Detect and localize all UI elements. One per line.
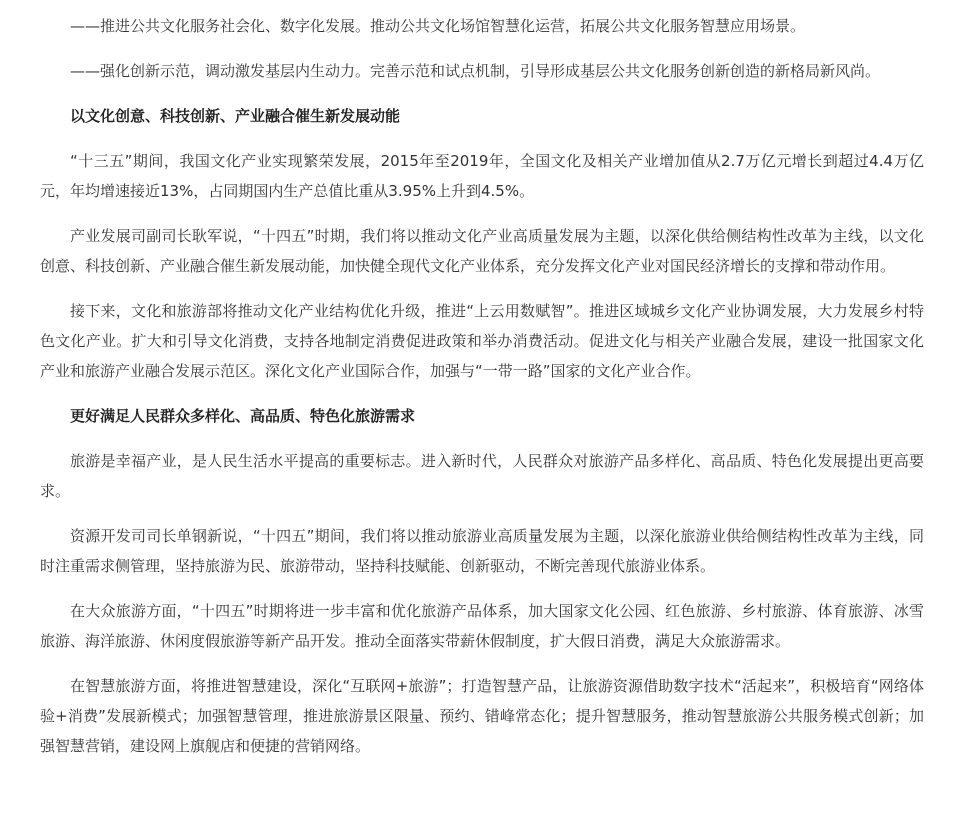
paragraph: “十三五”期间，我国文化产业实现繁荣发展，2015年至2019年，全国文化及相关产业增加值从2.7万亿元增长到超过4.4万亿元，年均增速接近13%，占同期国内生产总值比重从3.95%上升到4.5%。: [40, 152, 924, 200]
section-heading: 以文化创意、科技创新、产业融合催生新发展动能: [70, 107, 401, 125]
section-heading: 更好满足人民群众多样化、高品质、特色化旅游需求: [70, 407, 416, 425]
paragraph: 产业发展司副司长耿军说，“十四五”时期，我们将以推动文化产业高质量发展为主题，以深化供给侧结构性改革为主线，以文化创意、科技创新、产业融合催生新发展动能，加快健全现代文化产业体系，充分发挥文化产业对国民经济增长的支撑和带动作用。: [40, 227, 924, 275]
paragraph: 旅游是幸福产业，是人民生活水平提高的重要标志。进入新时代，人民群众对旅游产品多样化、高品质、特色化发展提出更高要求。: [40, 452, 924, 500]
paragraph: ——推进公共文化服务社会化、数字化发展。推动公共文化场馆智慧化运营，拓展公共文化服务智慧应用场景。: [70, 17, 806, 35]
article-body: [40, 11, 924, 776]
paragraph: 资源开发司司长单钢新说，“十四五”期间，我们将以推动旅游业高质量发展为主题，以深化旅游业供给侧结构性改革为主线，同时注重需求侧管理，坚持旅游为民、旅游带动，坚持科技赋能、创新驱动，不断完善现代旅游业体系。: [40, 527, 924, 575]
paragraph: 在智慧旅游方面，将推进智慧建设，深化“互联网+旅游”；打造智慧产品，让旅游资源借助数字技术“活起来”，积极培育“网络体验+消费”发展新模式；加强智慧管理，推进旅游景区限量、预约、错峰常态化；提升智慧服务，推动智慧旅游公共服务模式创新；加强智慧营销，建设网上旗舰店和便捷的营销网络。: [40, 677, 924, 755]
paragraph: ——强化创新示范，调动激发基层内生动力。完善示范和试点机制，引导形成基层公共文化服务创新创造的新格局新风尚。: [70, 62, 881, 80]
paragraph: 接下来，文化和旅游部将推动文化产业结构优化升级，推进“上云用数赋智”。推进区域城乡文化产业协调发展，大力发展乡村特色文化产业。扩大和引导文化消费，支持各地制定消费促进政策和举办消费活动。促进文化与相关产业融合发展，建设一批国家文化产业和旅游产业融合发展示范区。深化文化产业国际合作，加强与“一带一路”国家的文化产业合作。: [40, 302, 924, 380]
paragraph: 在大众旅游方面，“十四五”时期将进一步丰富和优化旅游产品体系，加大国家文化公园、红色旅游、乡村旅游、体育旅游、冰雪旅游、海洋旅游、休闲度假旅游等新产品开发。推动全面落实带薪休假制度，扩大假日消费，满足大众旅游需求。: [40, 602, 924, 650]
